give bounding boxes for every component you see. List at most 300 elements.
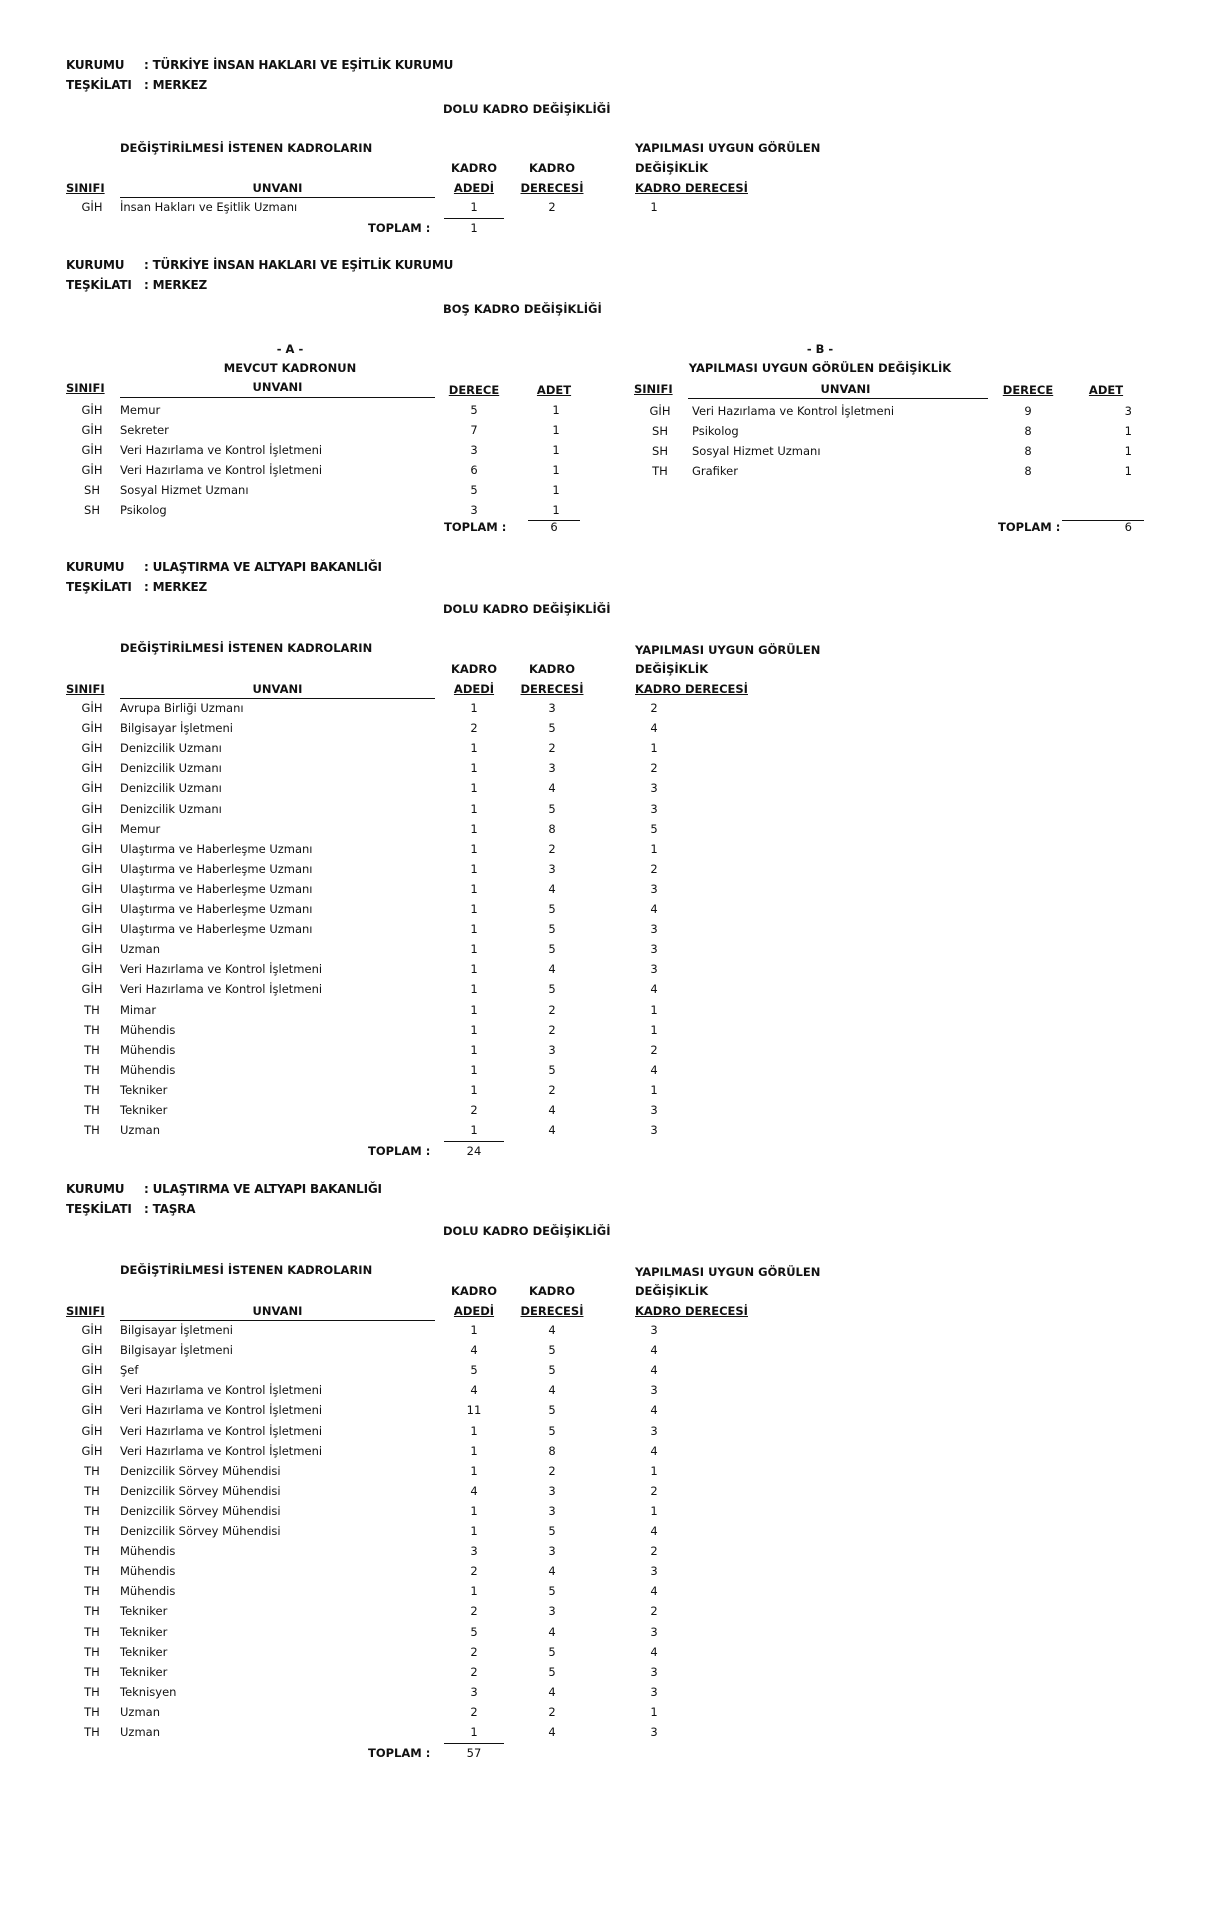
- table-row: [0, 441, 1223, 461]
- toplam-b-label: TOPLAM :: [998, 520, 1061, 534]
- table-row: [0, 1080, 1223, 1100]
- cell-adet: 11: [466, 1403, 482, 1418]
- col-sinifi: SINIFI: [66, 181, 105, 195]
- cell-unvan: Veri Hazırlama ve Kontrol İşletmeni: [120, 962, 323, 977]
- cell-unvan: Sosyal Hizmet Uzmanı: [120, 483, 249, 497]
- cell-sinif: TH: [84, 1002, 100, 1017]
- col-adedi: ADEDİ: [453, 682, 495, 696]
- table-row: [0, 839, 1223, 859]
- col-sinifi: SINIFI: [66, 1304, 105, 1318]
- cell-unvan: Veri Hazırlama ve Kontrol İşletmeni: [120, 1383, 323, 1398]
- cell-sinif: GİH: [81, 423, 103, 437]
- cell-derece: 5: [470, 483, 478, 497]
- total-rule: [444, 1743, 504, 1744]
- cell-sinif: GİH: [81, 881, 103, 896]
- cell-unvan: Memur: [120, 403, 161, 417]
- cell-derece: 3: [548, 1042, 556, 1057]
- cell-adet: 4: [470, 1383, 478, 1398]
- cell-adet: 2: [470, 1664, 478, 1679]
- table-row: [0, 1722, 1223, 1742]
- cell-unvan: Veri Hazırlama ve Kontrol İşletmeni: [120, 463, 323, 477]
- cell-sinif: SH: [652, 424, 668, 438]
- cell-yeni-derece: 4: [650, 902, 658, 916]
- cell-unvan: Denizcilik Uzmanı: [120, 761, 222, 776]
- cell-sinif: TH: [84, 1624, 100, 1639]
- cell-yeni-derece: 2: [650, 1483, 658, 1498]
- cell-yeni-derece: 1: [650, 1463, 658, 1478]
- right-caption-2: DEĞİŞİKLİK: [635, 1284, 709, 1298]
- cell-yeni-derece: 2: [650, 761, 658, 776]
- cell-derece: 5: [548, 922, 556, 937]
- table-row: [0, 738, 1223, 758]
- right-caption-2: DEĞİŞİKLİK: [635, 161, 709, 175]
- cell-adet: 1: [470, 841, 478, 856]
- table-row: [0, 1441, 1223, 1461]
- cell-derece: 3: [548, 1483, 556, 1498]
- toplam-b-value: 6: [1124, 520, 1132, 534]
- cell-yeni-derece: 4: [650, 1443, 658, 1458]
- cell-sinif: GİH: [81, 1363, 103, 1378]
- section-title: BOŞ KADRO DEĞİŞİKLİĞİ: [443, 302, 602, 316]
- cell-adet: 1: [552, 443, 560, 457]
- cell-sinif: GİH: [81, 1323, 103, 1337]
- kadro-header-1: KADRO: [451, 161, 497, 175]
- a-mark: - A -: [276, 342, 304, 356]
- cell-yeni-derece: 3: [650, 1725, 658, 1739]
- cell-adet: 2: [470, 1644, 478, 1659]
- table-row: [0, 1060, 1223, 1080]
- cell-adet: 1: [552, 463, 560, 477]
- cell-yeni-derece: 1: [650, 1704, 658, 1719]
- cell-derece: 8: [1024, 424, 1032, 438]
- b-col-unvani: UNVANI: [820, 382, 871, 396]
- cell-unvan: Uzman: [120, 942, 160, 957]
- cell-yeni-derece: 4: [650, 1363, 658, 1378]
- cell-yeni-derece: 4: [650, 982, 658, 997]
- section-title: DOLU KADRO DEĞİŞİKLİĞİ: [443, 602, 611, 616]
- cell-yeni-derece: 4: [650, 721, 658, 736]
- cell-unvan: Veri Hazırlama ve Kontrol İşletmeni: [120, 1443, 323, 1458]
- table-row: [0, 1501, 1223, 1521]
- cell-adet: 1: [552, 503, 560, 517]
- cell-unvan: Mimar: [120, 1002, 157, 1017]
- cell-derece: 4: [548, 1383, 556, 1398]
- teskilat-line: TEŞKİLATI : MERKEZ: [66, 78, 207, 92]
- a-caption: MEVCUT KADRONUN: [223, 361, 357, 375]
- table-row: [0, 778, 1223, 798]
- cell-sinif: TH: [84, 1524, 100, 1538]
- cell-sinif: SH: [84, 503, 100, 517]
- cell-derece: 5: [470, 403, 478, 417]
- table-row: [0, 1020, 1223, 1040]
- table-row: [0, 1400, 1223, 1420]
- table-row: [0, 1040, 1223, 1060]
- cell-unvan: Veri Hazırlama ve Kontrol İşletmeni: [120, 982, 323, 997]
- cell-unvan: Mühendis: [120, 1062, 176, 1077]
- b-col-adet: ADET: [1088, 383, 1124, 397]
- right-caption-1: YAPILMASI UYGUN GÖRÜLEN: [635, 1265, 821, 1279]
- cell-derece: 5: [548, 1403, 556, 1418]
- cell-sinif: TH: [84, 1103, 100, 1117]
- cell-adet: 1: [470, 962, 478, 977]
- col-unvani: UNVANI: [252, 1304, 303, 1318]
- cell-unvan: Veri Hazırlama ve Kontrol İşletmeni: [120, 1423, 323, 1438]
- cell-adet: 4: [470, 1343, 478, 1358]
- cell-yeni-derece: 3: [650, 922, 658, 937]
- cell-derece: 2: [548, 1022, 556, 1037]
- table-row: [0, 758, 1223, 778]
- cell-sinif: GİH: [81, 801, 103, 816]
- cell-yeni-derece: 2: [650, 1604, 658, 1619]
- cell-sinif: GİH: [81, 841, 103, 856]
- cell-derece: 5: [548, 801, 556, 816]
- cell-unvan: Tekniker: [120, 1664, 168, 1679]
- cell-sinif: GİH: [81, 463, 103, 477]
- cell-derece: 4: [548, 1103, 556, 1117]
- cell-derece: 8: [548, 1443, 556, 1458]
- cell-derece: 5: [548, 1524, 556, 1538]
- cell-adet: 3: [470, 1684, 478, 1699]
- cell-sinif: GİH: [81, 721, 103, 736]
- cell-unvan: Denizcilik Sörvey Mühendisi: [120, 1463, 281, 1478]
- total-rule: [444, 218, 504, 219]
- cell-sinif: GİH: [81, 942, 103, 957]
- col-kadro-derecesi: KADRO DERECESİ: [635, 1304, 748, 1318]
- kurum-line: KURUMU : TÜRKİYE İNSAN HAKLARI VE EŞİTLİK KURUMU: [66, 58, 454, 72]
- cell-yeni-derece: 1: [650, 841, 658, 856]
- table-row: [0, 1642, 1223, 1662]
- cell-adet: 1: [470, 1725, 478, 1739]
- section-title: DOLU KADRO DEĞİŞİKLİĞİ: [443, 1224, 611, 1238]
- cell-derece: 4: [548, 1323, 556, 1337]
- cell-yeni-derece: 1: [650, 1503, 658, 1518]
- cell-sinif: TH: [84, 1584, 100, 1599]
- cell-sinif: GİH: [649, 404, 671, 418]
- cell-unvan: Şef: [120, 1363, 139, 1378]
- table-row: [0, 401, 1223, 421]
- cell-derece: 4: [548, 1624, 556, 1639]
- table-row: [0, 480, 600, 500]
- col-sinifi: SINIFI: [66, 682, 105, 696]
- cell-derece: 7: [470, 423, 478, 437]
- table-row: [0, 1340, 1223, 1360]
- cell-unvan: Veri Hazırlama ve Kontrol İşletmeni: [692, 404, 895, 418]
- table-row: [0, 979, 1223, 999]
- cell-sinif: TH: [84, 1022, 100, 1037]
- cell-unvan: Mühendis: [120, 1544, 176, 1559]
- cell-sinif: GİH: [81, 200, 103, 214]
- table-row: [0, 1421, 1223, 1441]
- cell-adet: 1: [470, 1323, 478, 1337]
- cell-derece: 5: [548, 1062, 556, 1077]
- cell-adet: 2: [470, 721, 478, 736]
- cell-unvan: Bilgisayar İşletmeni: [120, 1323, 233, 1337]
- cell-unvan: Sosyal Hizmet Uzmanı: [692, 444, 821, 458]
- cell-unvan: Ulaştırma ve Haberleşme Uzmanı: [120, 922, 313, 937]
- table-row: [0, 939, 1223, 959]
- left-caption: DEĞİŞTİRİLMESİ İSTENEN KADROLARIN: [120, 641, 373, 655]
- cell-derece: 8: [1024, 464, 1032, 478]
- cell-derece: 5: [548, 1584, 556, 1599]
- b-col-derece: DERECE: [1002, 383, 1054, 397]
- cell-derece: 4: [548, 962, 556, 977]
- cell-yeni-derece: 3: [650, 1123, 658, 1138]
- toplam-value: 1: [470, 221, 478, 235]
- cell-sinif: GİH: [81, 982, 103, 997]
- cell-yeni-derece: 1: [650, 741, 658, 756]
- cell-unvan: Denizcilik Sörvey Mühendisi: [120, 1483, 281, 1498]
- cell-sinif: GİH: [81, 741, 103, 756]
- a-col-sinifi: SINIFI: [66, 381, 105, 395]
- col-derecesi: DERECESİ: [520, 682, 584, 696]
- cell-derece: 3: [470, 503, 478, 517]
- cell-adet: 1: [470, 741, 478, 756]
- table-row: [0, 859, 1223, 879]
- right-caption-1: YAPILMASI UYGUN GÖRÜLEN: [635, 141, 821, 155]
- a-header-rule: [120, 397, 435, 398]
- cell-derece: 2: [548, 1704, 556, 1719]
- table-row: [0, 1100, 1223, 1120]
- cell-sinif: TH: [84, 1123, 100, 1138]
- table-row: [0, 698, 1223, 718]
- cell-adet: 1: [470, 1503, 478, 1518]
- cell-derece: 6: [470, 463, 478, 477]
- cell-adet: 1: [1124, 444, 1132, 458]
- cell-sinif: GİH: [81, 761, 103, 776]
- cell-derece: 4: [548, 781, 556, 796]
- cell-sinif: TH: [84, 1684, 100, 1699]
- cell-adet: 1: [470, 881, 478, 896]
- cell-derece: 5: [548, 1644, 556, 1659]
- cell-adet: 1: [470, 1443, 478, 1458]
- cell-sinif: GİH: [81, 403, 103, 417]
- a-col-unvani: UNVANI: [252, 380, 303, 394]
- cell-adet: 1: [470, 1463, 478, 1478]
- cell-derece: 2: [548, 841, 556, 856]
- cell-unvan: Memur: [120, 821, 161, 836]
- table-row: [0, 197, 1223, 217]
- cell-sinif: GİH: [81, 902, 103, 916]
- total-rule: [444, 1141, 504, 1142]
- cell-unvan: Denizcilik Sörvey Mühendisi: [120, 1524, 281, 1538]
- cell-adet: 1: [470, 1082, 478, 1097]
- table-row: [0, 1360, 1223, 1380]
- cell-yeni-derece: 3: [650, 942, 658, 957]
- cell-adet: 1: [470, 982, 478, 997]
- toplam-a-label: TOPLAM :: [444, 520, 507, 534]
- table-row: [0, 1481, 1223, 1501]
- cell-unvan: Uzman: [120, 1704, 160, 1719]
- cell-adet: 5: [470, 1363, 478, 1378]
- cell-sinif: GİH: [81, 443, 103, 457]
- col-unvani: UNVANI: [252, 682, 303, 696]
- col-kadro-derecesi: KADRO DERECESİ: [635, 682, 748, 696]
- toplam-label: TOPLAM :: [368, 1746, 431, 1760]
- cell-adet: 1: [552, 483, 560, 497]
- cell-unvan: Ulaştırma ve Haberleşme Uzmanı: [120, 841, 313, 856]
- cell-yeni-derece: 5: [650, 821, 658, 836]
- table-row: [0, 1120, 1223, 1140]
- cell-derece: 2: [548, 1082, 556, 1097]
- table-row: [0, 899, 1223, 919]
- kadro-header-2: KADRO: [529, 1284, 575, 1298]
- cell-derece: 2: [548, 1463, 556, 1478]
- cell-derece: 3: [470, 443, 478, 457]
- table-row: [0, 718, 1223, 738]
- cell-sinif: GİH: [81, 701, 103, 715]
- table-row: [0, 1581, 1223, 1601]
- kurum-line: KURUMU : TÜRKİYE İNSAN HAKLARI VE EŞİTLİK KURUMU: [66, 258, 454, 272]
- table-row: [0, 919, 1223, 939]
- a-col-derece: DERECE: [448, 383, 500, 397]
- cell-unvan: Tekniker: [120, 1644, 168, 1659]
- table-row: [0, 1541, 1223, 1561]
- table-row: [0, 461, 1223, 481]
- a-col-adet: ADET: [536, 383, 572, 397]
- col-kadro-derecesi: KADRO DERECESİ: [635, 181, 748, 195]
- cell-yeni-derece: 4: [650, 1062, 658, 1077]
- cell-unvan: Uzman: [120, 1123, 160, 1138]
- cell-yeni-derece: 3: [650, 1684, 658, 1699]
- cell-sinif: TH: [652, 464, 668, 478]
- table-row: [0, 959, 1223, 979]
- toplam-label: TOPLAM :: [368, 221, 431, 235]
- cell-yeni-derece: 3: [650, 781, 658, 796]
- cell-unvan: Veri Hazırlama ve Kontrol İşletmeni: [120, 443, 323, 457]
- cell-adet: 1: [470, 1584, 478, 1599]
- right-caption-2: DEĞİŞİKLİK: [635, 662, 709, 676]
- table-row: [0, 421, 1223, 441]
- toplam-label: TOPLAM :: [368, 1144, 431, 1158]
- cell-adet: 2: [470, 1103, 478, 1117]
- cell-sinif: GİH: [81, 962, 103, 977]
- cell-derece: 4: [548, 1123, 556, 1138]
- table-row: [0, 1000, 1223, 1020]
- cell-yeni-derece: 2: [650, 1042, 658, 1057]
- cell-sinif: TH: [84, 1664, 100, 1679]
- kadro-header-2: KADRO: [529, 161, 575, 175]
- cell-unvan: Mühendis: [120, 1584, 176, 1599]
- cell-sinif: GİH: [81, 1383, 103, 1398]
- cell-derece: 8: [548, 821, 556, 836]
- cell-derece: 3: [548, 861, 556, 876]
- cell-unvan: İnsan Hakları ve Eşitlik Uzmanı: [120, 200, 298, 214]
- cell-unvan: Tekniker: [120, 1082, 168, 1097]
- col-derecesi: DERECESİ: [520, 181, 584, 195]
- cell-adet: 1: [470, 781, 478, 796]
- cell-yeni-derece: 3: [650, 962, 658, 977]
- b-col-sinifi: SINIFI: [634, 382, 673, 396]
- cell-unvan: Mühendis: [120, 1042, 176, 1057]
- section-title: DOLU KADRO DEĞİŞİKLİĞİ: [443, 102, 611, 116]
- cell-adet: 3: [1124, 404, 1132, 418]
- cell-yeni-derece: 4: [650, 1524, 658, 1538]
- cell-adet: 1: [1124, 424, 1132, 438]
- table-row: [0, 1682, 1223, 1702]
- cell-unvan: Sekreter: [120, 423, 169, 437]
- cell-adet: 4: [470, 1483, 478, 1498]
- cell-yeni-derece: 3: [650, 1383, 658, 1398]
- b-header-rule: [688, 398, 988, 399]
- table-row: [0, 799, 1223, 819]
- cell-adet: 1: [470, 861, 478, 876]
- cell-yeni-derece: 2: [650, 861, 658, 876]
- cell-derece: 5: [548, 1363, 556, 1378]
- cell-derece: 2: [548, 741, 556, 756]
- toplam-a-value: 6: [550, 520, 558, 534]
- kadro-header-1: KADRO: [451, 1284, 497, 1298]
- cell-derece: 3: [548, 1503, 556, 1518]
- cell-unvan: Grafiker: [692, 464, 738, 478]
- cell-derece: 2: [548, 1002, 556, 1017]
- cell-yeni-derece: 3: [650, 1564, 658, 1579]
- cell-yeni-derece: 3: [650, 1323, 658, 1337]
- col-adedi: ADEDİ: [453, 1304, 495, 1318]
- table-row: [0, 1320, 1223, 1340]
- cell-yeni-derece: 4: [650, 1343, 658, 1358]
- cell-yeni-derece: 1: [650, 1002, 658, 1017]
- cell-yeni-derece: 4: [650, 1403, 658, 1418]
- cell-derece: 5: [548, 1423, 556, 1438]
- cell-adet: 1: [470, 761, 478, 776]
- cell-sinif: TH: [84, 1725, 100, 1739]
- b-caption: YAPILMASI UYGUN GÖRÜLEN DEĞİŞİKLİK: [688, 361, 952, 375]
- cell-unvan: Psikolog: [692, 424, 739, 438]
- cell-unvan: Veri Hazırlama ve Kontrol İşletmeni: [120, 1403, 323, 1418]
- cell-adet: 1: [470, 200, 478, 214]
- cell-adet: 2: [470, 1604, 478, 1619]
- cell-sinif: TH: [84, 1042, 100, 1057]
- cell-sinif: SH: [84, 483, 100, 497]
- cell-adet: 1: [470, 1002, 478, 1017]
- cell-sinif: GİH: [81, 821, 103, 836]
- table-row: [0, 1601, 1223, 1621]
- cell-adet: 1: [470, 1022, 478, 1037]
- cell-derece: 3: [548, 1604, 556, 1619]
- table-row: [0, 1702, 1223, 1722]
- cell-adet: 3: [470, 1544, 478, 1559]
- cell-derece: 4: [548, 1684, 556, 1699]
- cell-sinif: TH: [84, 1544, 100, 1559]
- cell-adet: 1: [470, 922, 478, 937]
- cell-unvan: Bilgisayar İşletmeni: [120, 721, 233, 736]
- teskilat-line: TEŞKİLATI : TAŞRA: [66, 1202, 196, 1216]
- cell-adet: 1: [470, 1042, 478, 1057]
- cell-unvan: Tekniker: [120, 1604, 168, 1619]
- cell-sinif: TH: [84, 1704, 100, 1719]
- table-row: [0, 1461, 1223, 1481]
- cell-yeni-derece: 1: [650, 1022, 658, 1037]
- cell-adet: 1: [470, 821, 478, 836]
- cell-adet: 1: [470, 801, 478, 816]
- cell-adet: 1: [552, 403, 560, 417]
- cell-adet: 5: [470, 1624, 478, 1639]
- table-row: [0, 819, 1223, 839]
- cell-derece: 3: [548, 761, 556, 776]
- teskilat-line: TEŞKİLATI : MERKEZ: [66, 278, 207, 292]
- cell-yeni-derece: 3: [650, 1103, 658, 1117]
- cell-yeni-derece: 4: [650, 1644, 658, 1659]
- cell-derece: 2: [548, 200, 556, 214]
- cell-sinif: GİH: [81, 861, 103, 876]
- cell-unvan: Mühendis: [120, 1564, 176, 1579]
- left-caption: DEĞİŞTİRİLMESİ İSTENEN KADROLARIN: [120, 1263, 373, 1277]
- cell-sinif: GİH: [81, 1403, 103, 1418]
- teskilat-line: TEŞKİLATI : MERKEZ: [66, 580, 207, 594]
- cell-sinif: SH: [652, 444, 668, 458]
- cell-adet: 1: [470, 701, 478, 715]
- cell-yeni-derece: 3: [650, 801, 658, 816]
